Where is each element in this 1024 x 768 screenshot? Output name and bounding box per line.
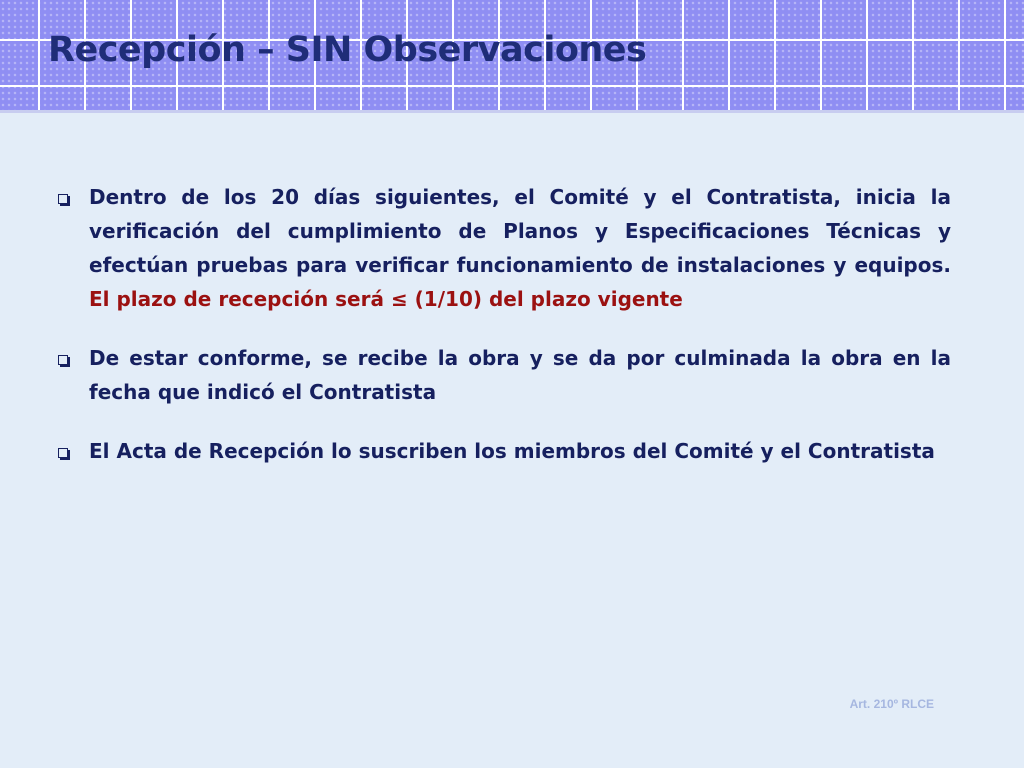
bullet-text: Dentro de los 20 días siguientes, el Comité y el Contratista, inicia la verificación del cumplimiento de Planos y Especificaciones Técnicas y efectúan pruebas para verificar funcionamiento de instalaciones y equipos. [89,185,951,277]
bullet-item-2 [56,341,951,409]
bullet-text: El Acta de Recepción lo suscriben los miembros del Comité y el Contratista [89,439,935,463]
bullet-item-1 [56,180,951,316]
square-bullet-icon [58,194,68,204]
bullet-item-3 [56,434,951,468]
bullet-list [56,180,951,468]
slide-title: Recepción – SIN Observaciones [48,30,647,70]
square-bullet-icon [58,448,68,458]
article-reference: Art. 210º RLCE [849,697,934,711]
square-bullet-icon [58,355,68,365]
bullet-highlight: El plazo de recepción será ≤ (1/10) del plazo vigente [89,287,683,311]
bullet-text: De estar conforme, se recibe la obra y se da por culminada la obra en la fecha que indicó el Contratista [89,346,951,404]
header-banner [0,0,1024,113]
